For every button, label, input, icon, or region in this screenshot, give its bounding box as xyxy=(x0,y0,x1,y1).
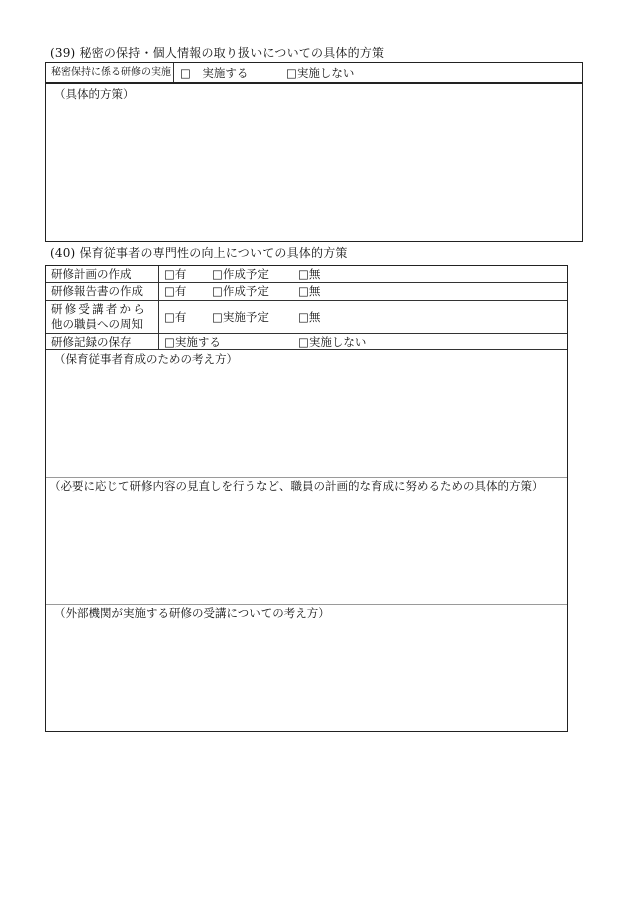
training-row xyxy=(45,62,583,83)
row-line xyxy=(46,282,567,283)
row-line xyxy=(46,333,567,334)
row-record-not-implement[interactable]: □実施しない xyxy=(298,335,367,349)
block-line xyxy=(46,477,567,478)
row-line xyxy=(46,349,567,350)
row-record-implement[interactable]: □実施する xyxy=(164,335,221,349)
row-share-label-1: 研修受講者から xyxy=(51,302,147,316)
external-training-label: （外部機関が実施する研修の受講についての考え方） xyxy=(54,606,330,620)
row-report-yes[interactable]: □有 xyxy=(164,284,187,298)
row-share-label-2: 他の職員への周知 xyxy=(51,317,143,331)
review-measures-label: （必要に応じて研修内容の見直しを行うなど、職員の計画的な育成に努めるための具体的方策） xyxy=(49,479,544,493)
row-share-yes[interactable]: □有 xyxy=(164,310,187,324)
row-share-no[interactable]: □無 xyxy=(298,310,321,324)
option-not-implement[interactable]: □実施しない xyxy=(286,66,355,80)
row-line xyxy=(46,300,567,301)
training-philosophy-label: （保育従事者育成のための考え方） xyxy=(54,352,238,366)
row-report-label: 研修報告書の作成 xyxy=(51,284,143,298)
row-record-label: 研修記録の保存 xyxy=(51,335,132,349)
row-report-planned[interactable]: □作成予定 xyxy=(212,284,269,298)
divider xyxy=(173,63,174,82)
section-39-title: (39) 秘密の保持・個人情報の取り扱いについての具体的方策 xyxy=(50,46,385,60)
row-plan-planned[interactable]: □作成予定 xyxy=(212,267,269,281)
row-share-planned[interactable]: □実施予定 xyxy=(212,310,269,324)
row-plan-label: 研修計画の作成 xyxy=(51,267,132,281)
row-report-no[interactable]: □無 xyxy=(298,284,321,298)
section-40-title: (40) 保育従事者の専門性の向上についての具体的方策 xyxy=(50,246,348,260)
measures-box xyxy=(45,83,583,242)
training-label: 秘密保持に係る研修の実施 xyxy=(51,67,171,78)
block-line xyxy=(46,604,567,605)
measures-label: （具体的方策） xyxy=(54,87,135,101)
label-divider xyxy=(158,266,159,349)
row-plan-no[interactable]: □無 xyxy=(298,267,321,281)
row-plan-yes[interactable]: □有 xyxy=(164,267,187,281)
section-40-table xyxy=(45,265,568,732)
option-implement[interactable]: □ 実施する xyxy=(180,66,249,80)
